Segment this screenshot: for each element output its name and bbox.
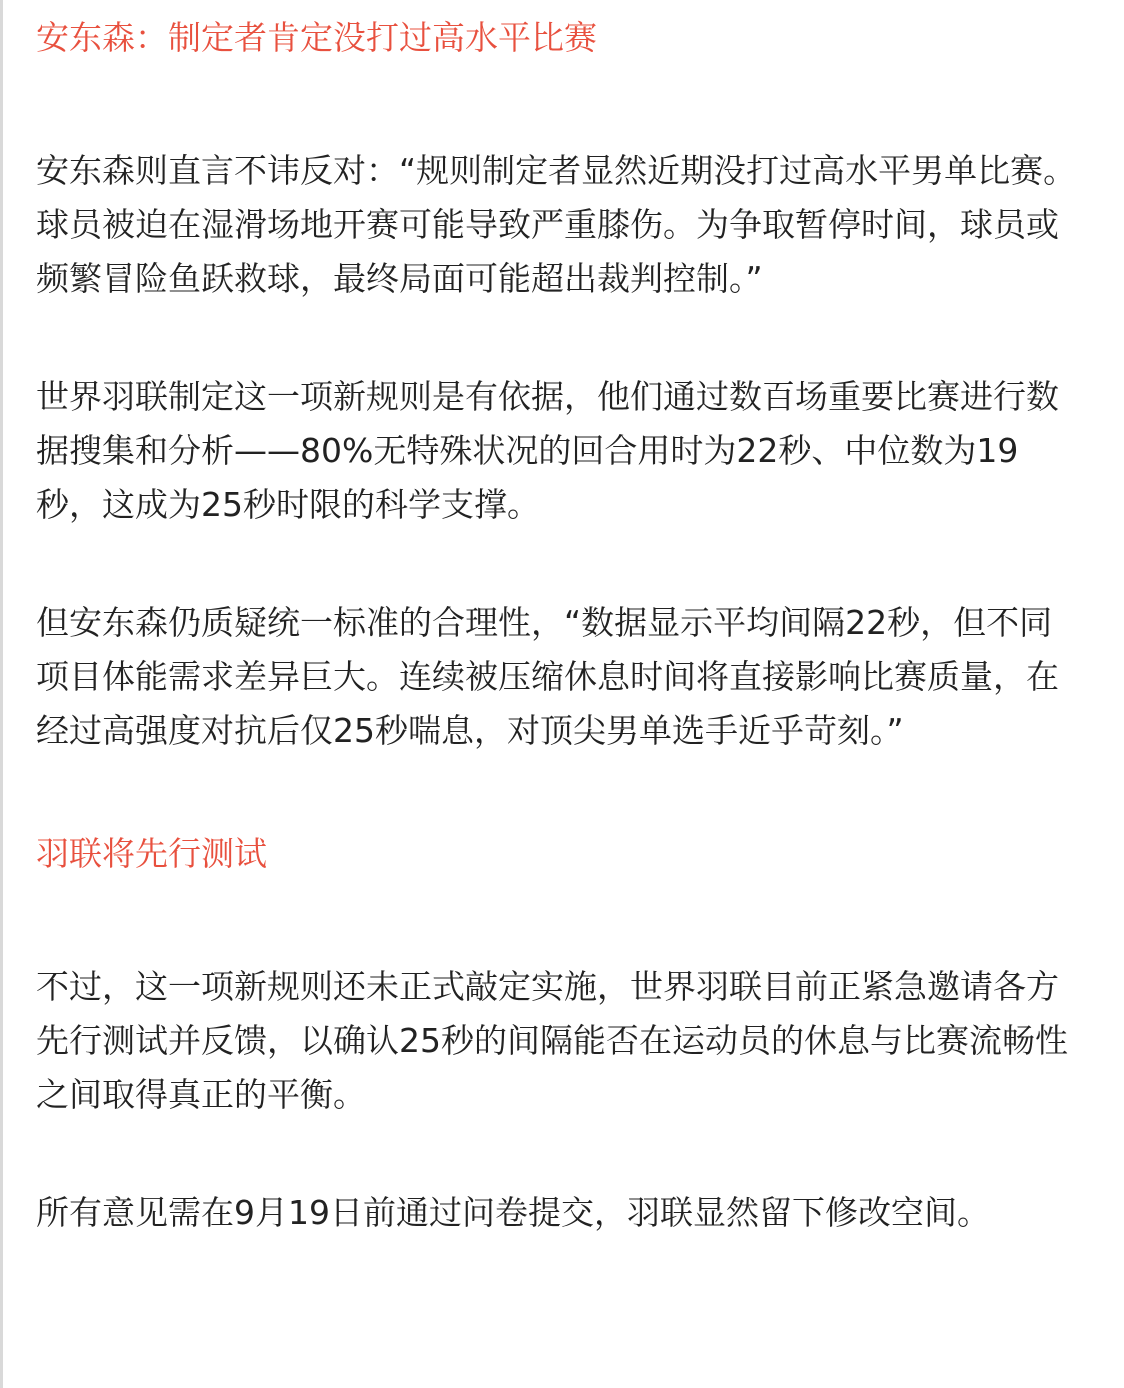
article-body — [36, 12, 1084, 1240]
section-heading-testing: 羽联将先行测试 — [36, 834, 267, 873]
paragraph-deadline: 所有意见需在9月19日前通过问卷提交，羽联显然留下修改空间。 — [36, 1193, 990, 1232]
left-edge-divider — [0, 0, 3, 1388]
paragraph-bwf-testing: 不过，这一项新规则还未正式敲定实施，世界羽联目前正紧急邀请各方先行测试并反馈，以确认25秒的间隔能否在运动员的休息与比赛流畅性之间取得真正的平衡。 — [36, 967, 1068, 1114]
paragraph-andersen-question: 但安东森仍质疑统一标准的合理性，“数据显示平均间隔22秒，但不同项目体能需求差异巨大。连续被压缩休息时间将直接影响比赛质量，在经过高强度对抗后仅25秒喘息，对顶尖男单选手近乎苛刻。” — [36, 603, 1059, 750]
paragraph-bwf-data: 世界羽联制定这一项新规则是有依据，他们通过数百场重要比赛进行数据搜集和分析——80%无特殊状况的回合用时为22秒、中位数为19秒，这成为25秒时限的科学支撑。 — [36, 377, 1059, 524]
section-heading-andersen: 安东森：制定者肯定没打过高水平比赛 — [36, 18, 597, 57]
paragraph-andersen-quote: 安东森则直言不讳反对：“规则制定者显然近期没打过高水平男单比赛。球员被迫在湿滑场地开赛可能导致严重膝伤。为争取暂停时间，球员或频繁冒险鱼跃救球，最终局面可能超出裁判控制。” — [36, 151, 1077, 298]
